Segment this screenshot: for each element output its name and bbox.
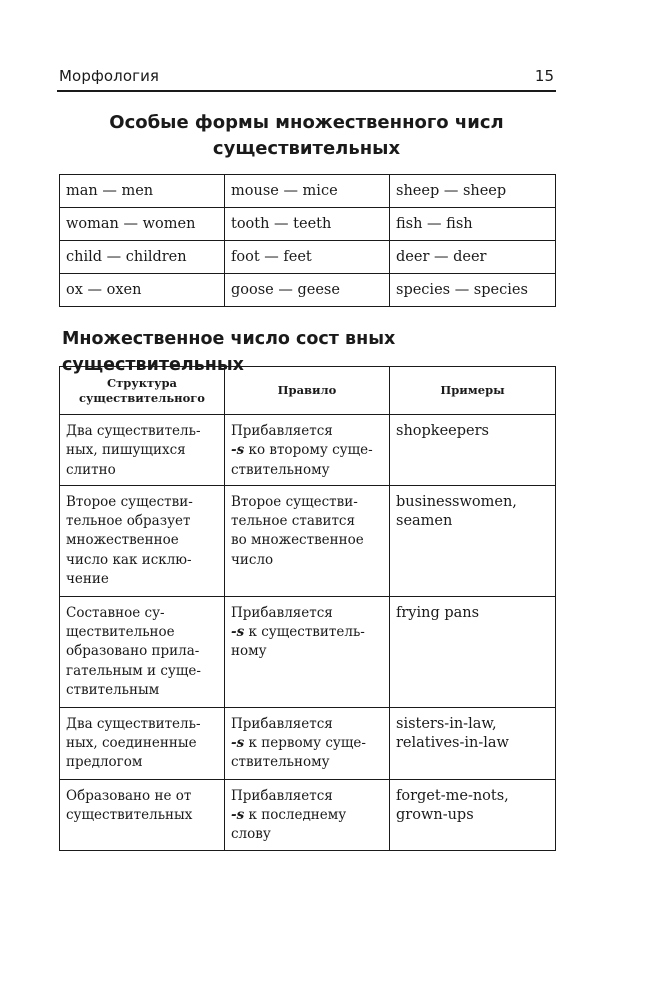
table-row [60,241,556,274]
compound-plurals-heading: Множественное число сост вных существительных [62,329,396,375]
table-cell: man — men [60,175,225,208]
table-row [60,208,556,241]
page-number: 15 [534,67,554,85]
table-cell: foot — feet [225,241,390,274]
structure-cell [60,596,225,707]
column-header-structure [60,367,225,415]
structure-cell [60,415,225,486]
cell-line: sisters-in-law, [396,715,497,732]
plural-suffix: -s [231,624,245,641]
cell-line: ному [231,643,267,660]
cell-line: ных, соединенные [66,735,197,752]
rule-text: ко второму суще- [244,442,373,459]
table-row [60,707,556,779]
table-row [60,485,556,596]
structure-cell [60,779,225,850]
table-cell: species — species [390,274,556,307]
cell-line: Прибавляется [231,423,333,439]
table-cell: ox — oxen [60,274,225,307]
cell-line: во множественное [231,532,364,549]
table-header-row [60,367,556,415]
cell-line: ствительному [231,461,330,478]
table-cell: tooth — teeth [225,208,390,241]
example-cell [390,779,556,850]
plural-suffix: -s [231,807,245,824]
cell-line: существительных [66,807,193,824]
structure-cell [60,485,225,596]
header-line: Структура [107,375,177,390]
header-line: существительного [79,390,205,405]
cell-line: Второе существи- [231,493,358,510]
cell-line: тельное ставится [231,513,356,530]
table-cell: woman — women [60,208,225,241]
irregular-plurals-heading [58,110,555,162]
cell-line: образовано прила- [66,643,200,660]
cell-line: ствительным [66,682,160,699]
section-title: Морфология [59,67,160,85]
cell-line: frying pans [396,604,480,621]
table-row [60,596,556,707]
table-row [60,415,556,486]
rule-cell [225,707,390,779]
rule-cell [225,415,390,486]
cell-line: предлогом [66,754,143,771]
column-header-rule: Правило [225,367,390,415]
example-cell [390,596,556,707]
table-cell: child — children [60,241,225,274]
rule-cell [225,485,390,596]
cell-line: число [231,551,274,568]
cell-line: shopkeepers [396,423,489,439]
cell-line: relatives-in-law [396,735,509,752]
table-row [60,175,556,208]
cell-line: Два существитель- [66,715,201,732]
cell-line [231,806,383,825]
cell-line: ствительному [231,754,330,771]
rule-cell [225,779,390,850]
structure-cell [60,707,225,779]
table-cell: goose — geese [225,274,390,307]
heading-line: Особые формы множественного числ [109,112,504,133]
cell-line: businesswomen, [396,493,517,510]
cell-line: forget-me-nots, [396,787,509,804]
table-row [60,779,556,850]
cell-line: ных, пишущихся [66,442,186,459]
plural-suffix: -s [231,735,245,752]
example-cell [390,415,556,486]
table-row [60,274,556,307]
cell-line [231,441,383,460]
cell-line: множественное [66,532,179,549]
rule-text: к существитель- [244,624,365,641]
cell-line: Прибавляется [231,715,333,732]
cell-line [231,623,383,642]
cell-line: Образовано не от [66,787,192,804]
table-cell: sheep — sheep [390,175,556,208]
cell-line: слитно [66,461,116,478]
table-cell: deer — deer [390,241,556,274]
cell-line: Прибавляется [231,604,333,621]
cell-line: слову [231,826,271,843]
rule-text: к первому суще- [244,735,366,752]
cell-line: тельное образует [66,513,191,530]
example-cell [390,707,556,779]
cell-line: grown-ups [396,807,474,824]
example-cell [390,485,556,596]
cell-line: ществительное [66,624,175,641]
cell-line: гательным и суще- [66,662,201,679]
cell-line: seamen [396,513,453,530]
rule-cell [225,596,390,707]
cell-line: число как исклю- [66,551,192,568]
table-cell: fish — fish [390,208,556,241]
heading-line: существительных [212,138,401,159]
cell-line [231,734,383,753]
column-header-examples: Примеры [390,367,556,415]
running-head [57,66,556,92]
rule-text: к последнему [244,807,347,824]
table-cell: mouse — mice [225,175,390,208]
cell-line: Два существитель- [66,423,201,439]
irregular-plurals-table [59,174,556,307]
cell-line: Второе существи- [66,493,193,510]
plural-suffix: -s [231,442,245,459]
cell-line: Прибавляется [231,787,333,804]
cell-line: чение [66,571,109,588]
compound-plurals-table [59,366,556,851]
cell-line: Составное су- [66,604,165,621]
